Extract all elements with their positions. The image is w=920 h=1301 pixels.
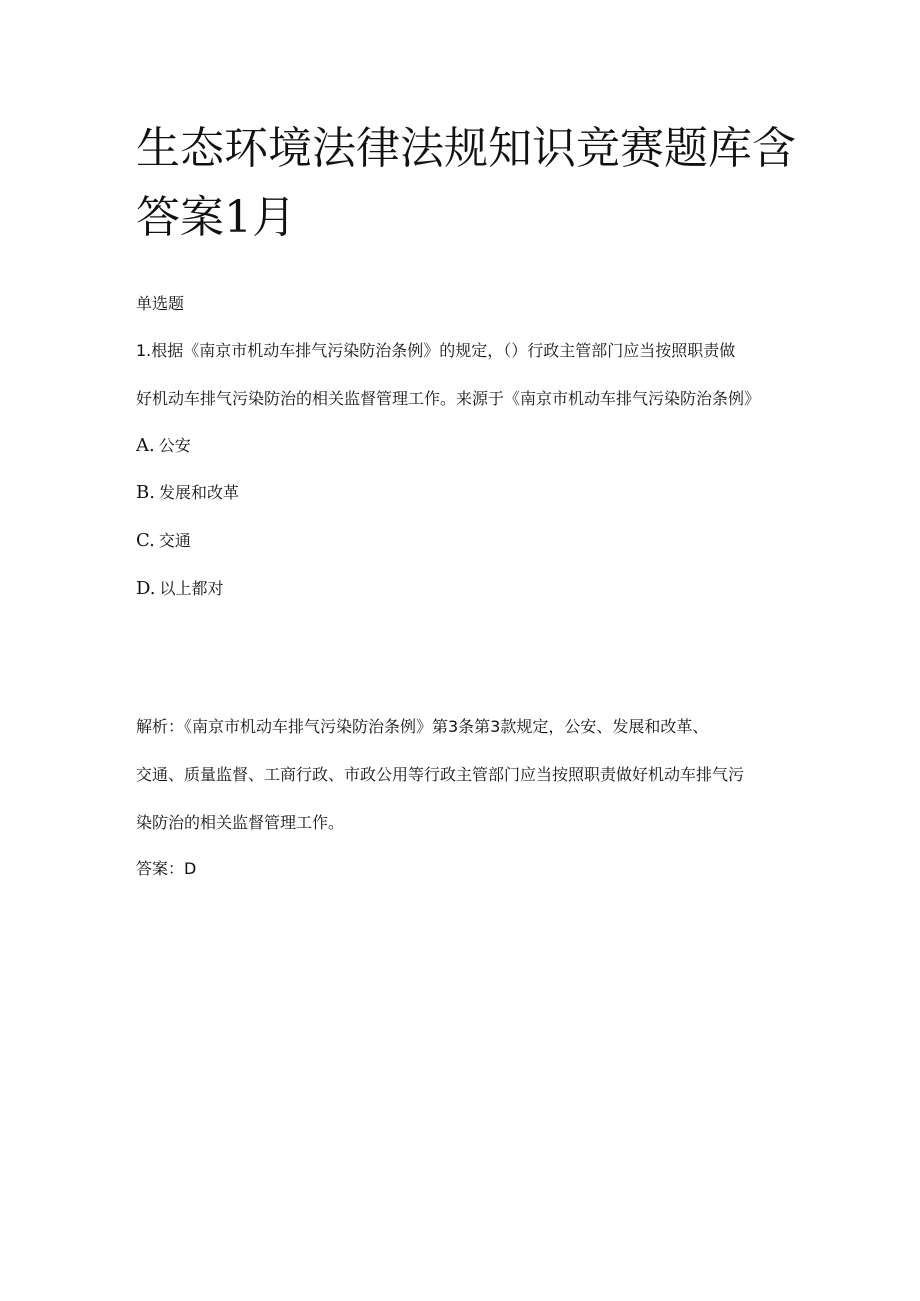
option-a-text: 公安 <box>158 436 191 455</box>
document-title-line-2: 答案1月 <box>136 192 296 243</box>
answer-text: 答案：D <box>136 859 197 878</box>
analysis-text-line-3: 染防治的相关监督管理工作。 <box>136 813 345 832</box>
document-title-line-1: 生态环境法律法规知识竞赛题库含 <box>136 123 796 174</box>
option-c-letter: C. <box>136 530 155 551</box>
option-d-text: 以上都对 <box>159 579 224 598</box>
option-a-letter: A. <box>136 435 155 456</box>
section-label: 单选题 <box>136 294 185 313</box>
option-d-letter: D. <box>136 578 156 599</box>
option-b-text: 发展和改革 <box>158 483 239 502</box>
option-d <box>136 580 224 598</box>
option-a <box>136 437 191 455</box>
option-b-letter: B. <box>136 482 155 503</box>
question-text-line-1: 1.根据《南京市机动车排气污染防治条例》的规定，（）行政主管部门应当按照职责做 <box>136 341 736 360</box>
option-b <box>136 484 239 502</box>
analysis-text-line-1: 解析：《南京市机动车排气污染防治条例》第3条第3款规定，公安、发展和改革、 <box>136 717 709 736</box>
option-c-text: 交通 <box>158 531 191 550</box>
question-text-line-2: 好机动车排气污染防治的相关监督管理工作。来源于《南京市机动车排气污染防治条例》 <box>136 389 761 408</box>
option-c <box>136 532 191 550</box>
analysis-text-line-2: 交通、质量监督、工商行政、市政公用等行政主管部门应当按照职责做好机动车排气污 <box>136 765 745 784</box>
